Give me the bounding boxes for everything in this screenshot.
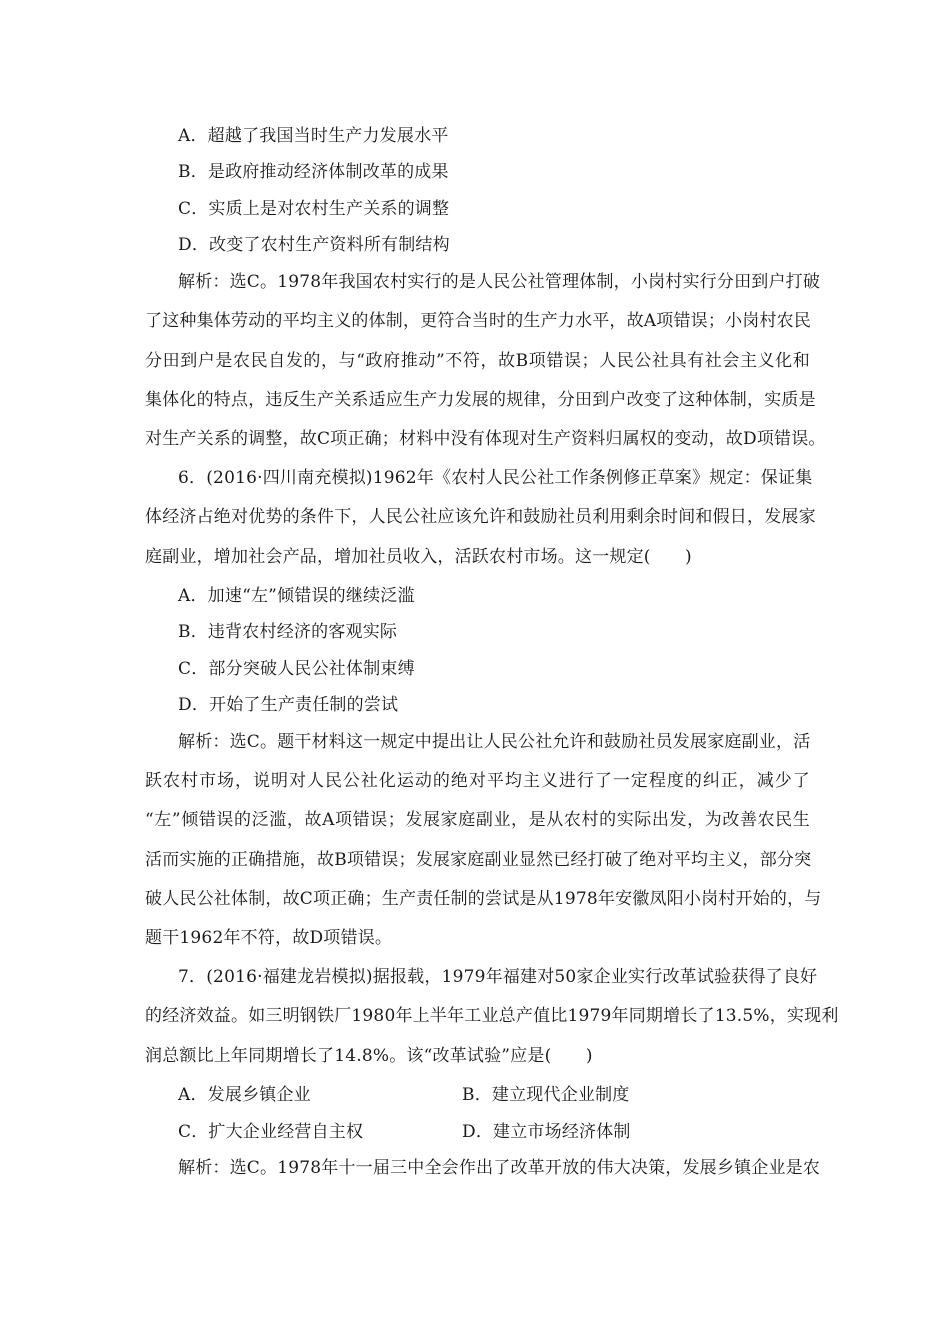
q6-option-b: B．违背农村经济的客观实际 bbox=[178, 622, 398, 642]
q6-analysis-line: 活而实施的正确措施，故B项错误；发展家庭副业显然已经打破了绝对平均主义，部分突 bbox=[145, 850, 812, 870]
q7-option-b: B．建立现代企业制度 bbox=[462, 1085, 630, 1105]
q7-stem-line: 润总额比上年同期增长了14.8%。该“改革试验”应是( ) bbox=[145, 1046, 593, 1066]
q5-analysis-line: 集体化的特点，违反生产关系适应生产力发展的规律，分田到户改变了这种体制，实质是 bbox=[145, 390, 816, 410]
q7-stem-line: 的经济效益。如三明钢铁厂1980年上半年工业总产值比1979年同期增长了13.5%，实现利 bbox=[145, 1006, 839, 1026]
q6-option-c: C．部分突破人民公社体制束缚 bbox=[178, 659, 415, 679]
q7-option-d: D．建立市场经济体制 bbox=[462, 1122, 631, 1142]
q5-option-c: C．实质上是对农村生产关系的调整 bbox=[178, 199, 450, 219]
q6-stem-line: 庭副业，增加社会产品，增加社员收入，活跃农村市场。这一规定( ) bbox=[145, 547, 692, 567]
q6-stem-line: 体经济占绝对优势的条件下，人民公社应该允许和鼓励社员利用剩余时间和假日，发展家 bbox=[145, 507, 816, 527]
q6-analysis-line: 跃农村市场，说明对人民公社化运动的绝对平均主义进行了一定程度的纠正，减少了 bbox=[145, 771, 810, 791]
q7-analysis-line: 解析：选C。1978年十一届三中全会作出了改革开放的伟大决策，发展乡镇企业是农 bbox=[178, 1158, 821, 1178]
q7-option-a: A．发展乡镇企业 bbox=[178, 1085, 311, 1105]
q5-option-a: A．超越了我国当时生产力发展水平 bbox=[178, 126, 449, 146]
q7-stem-line: 7．(2016·福建龙岩模拟)据报载，1979年福建对50家企业实行改革试验获得了良好 bbox=[178, 967, 818, 987]
q6-option-d: D．开始了生产责任制的尝试 bbox=[178, 695, 399, 715]
q6-stem-line: 6．(2016·四川南充模拟)1962年《农村人民公社工作条例修正草案》规定：保证集 bbox=[178, 468, 813, 488]
q5-analysis-line: 了这种集体劳动的平均主义的体制，更符合当时的生产力水平，故A项错误；小岗村农民 bbox=[145, 311, 812, 331]
q6-analysis-line: 题干1962年不符，故D项错误。 bbox=[145, 928, 393, 948]
q5-analysis-line: 对生产关系的调整，故C项正确；材料中没有体现对生产资料归属权的变动，故D项错误。 bbox=[145, 429, 826, 449]
q7-option-c: C．扩大企业经营自主权 bbox=[178, 1122, 364, 1142]
q6-analysis-line: 破人民公社体制，故C项正确；生产责任制的尝试是从1978年安徽凤阳小岗村开始的，与 bbox=[145, 889, 822, 909]
q6-analysis-line: “左”倾错误的泛滥，故A项错误；发展家庭副业，是从农村的实际出发，为改善农民生 bbox=[145, 810, 810, 830]
q5-analysis-line: 分田到户是农民自发的，与“政府推动”不符，故B项错误；人民公社具有社会主义化和 bbox=[145, 351, 810, 371]
q5-analysis-line: 解析：选C。1978年我国农村实行的是人民公社管理体制，小岗村实行分田到户打破 bbox=[178, 272, 821, 292]
q6-option-a: A．加速“左”倾错误的继续泛滥 bbox=[178, 586, 415, 606]
q6-analysis-line: 解析：选C。题干材料这一规定中提出让人民公社允许和鼓励社员发展家庭副业，活 bbox=[178, 732, 811, 752]
q5-option-d: D．改变了农村生产资料所有制结构 bbox=[178, 235, 450, 255]
q5-option-b: B．是政府推动经济体制改革的成果 bbox=[178, 162, 449, 182]
